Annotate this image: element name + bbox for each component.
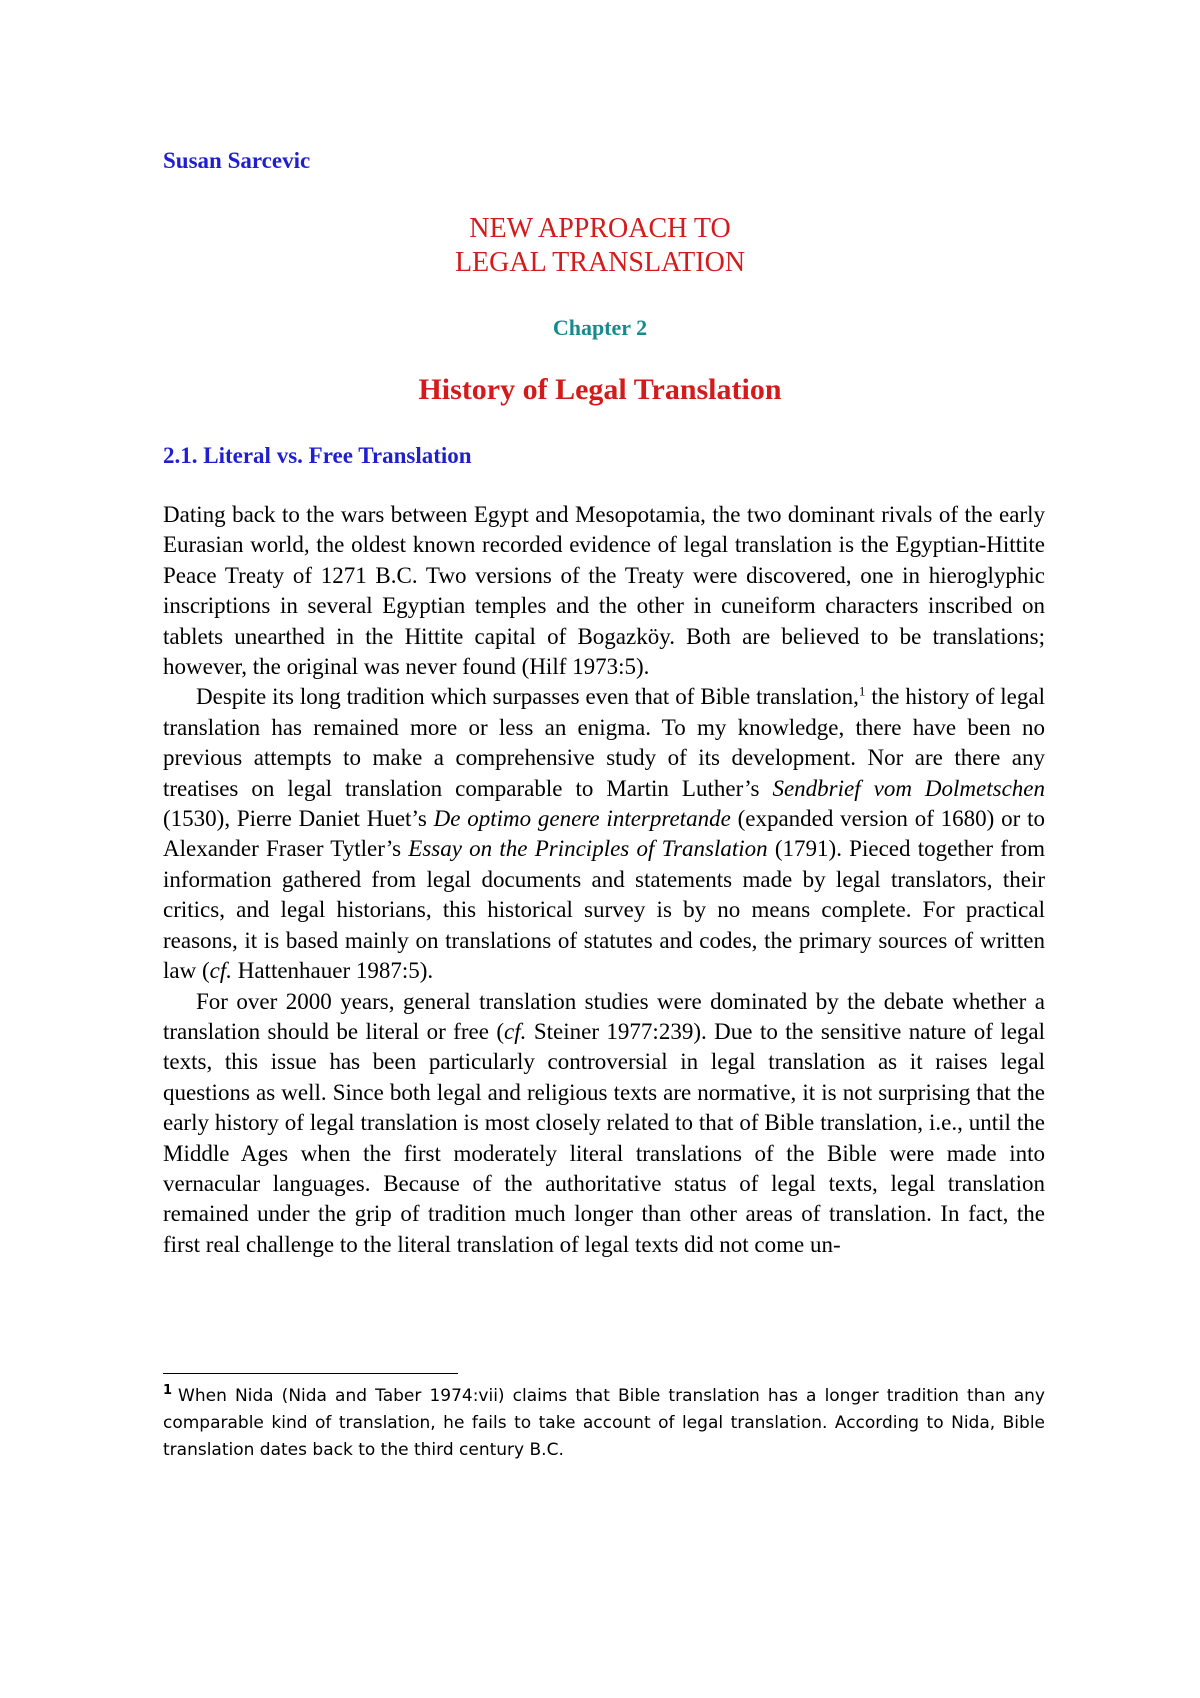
- work-title-essay: Essay on the Principles of Translation: [408, 836, 768, 862]
- book-title-line-1: NEW APPROACH TO: [469, 213, 731, 244]
- chapter-label: Chapter 2: [552, 315, 648, 340]
- paragraph-2-text-b: the history of legal translation has remained more or less an enigma. To my knowledge, there have been no previous attempts to make a comprehensive study of its development. Nor are there any treatises on legal translation comparable to Martin Luther’s: [163, 684, 1045, 801]
- body-text: [163, 500, 1045, 1260]
- cf-abbreviation: cf.: [209, 958, 232, 984]
- paragraph-3-text-a: For over 2000 years, general translation studies were dominated by the debate whether a translation should be literal or free (: [163, 988, 1045, 1044]
- paragraph-2: [163, 682, 1045, 986]
- paragraph-3: [163, 987, 1045, 1261]
- paragraph-2-text-f: Hattenhauer 1987:5).: [231, 958, 434, 984]
- paragraph-2-text-e: (1791). Pieced together from information gathered from legal documents and statements made by legal translators, their critics, and legal historians, this historical survey is by no means complete. For practical reasons, it is based mainly on translations of statutes and codes, the primary sources of written law (: [163, 836, 1045, 984]
- paragraph-2-text-d: (expanded version of 1680) or to Alexander Fraser Tytler’s: [163, 806, 1045, 862]
- work-title-sendbrief: Sendbrief vom Dolmetschen: [772, 775, 1046, 801]
- book-title: [0, 212, 1200, 280]
- footnote-reference[interactable]: 1: [858, 683, 866, 699]
- footnote-number: 1: [163, 1383, 173, 1399]
- paragraph-1: Dating back to the wars between Egypt and Mesopotamia, the two dominant rivals of the early Eurasian world, the oldest known recorded evidence of legal translation is the Egyptian-Hittite Peace Treaty of 1271 B.C. Two versions of the Treaty were discovered, one in hieroglyphic inscriptions in several Egyptian temples and the other in cuneiform characters inscribed on tablets unearthed in the Hittite capital of Bogazköy. Both are believed to be translations; however, the original was never found (Hilf 1973:5).: [163, 502, 1045, 680]
- book-title-line-2: LEGAL TRANSLATION: [454, 247, 746, 278]
- chapter-title: History of Legal Translation: [418, 373, 782, 406]
- footnote-text: When Nida (Nida and Taber 1974:vii) claims that Bible translation has a longer tradition than any comparable kind of translation, he fails to take account of legal translation. According to Nida, Bible translation dates back to the third century B.C.: [163, 1386, 1045, 1460]
- paragraph-2-text-c: (1530), Pierre Daniet Huet’s: [163, 806, 434, 832]
- work-title-de-optimo: De optimo genere interpretande: [433, 806, 731, 832]
- footnote-divider: [163, 1373, 458, 1374]
- paragraph-2-text-a: Despite its long tradition which surpasses even that of Bible translation,: [196, 684, 859, 710]
- section-heading: 2.1. Literal vs. Free Translation: [163, 443, 472, 468]
- footnote: [163, 1383, 1045, 1464]
- author-name: Susan Sarcevic: [163, 148, 311, 173]
- paragraph-3-text-b: Steiner 1977:239). Due to the sensitive nature of legal texts, this issue has been particularly controversial in legal translation as it raises legal questions as well. Since both legal and religious texts are normative, it is not surprising that the early history of legal translation is most closely related to that of Bible translation, i.e., until the Middle Ages when the first moderately literal translations of the Bible were made into vernacular languages. Because of the authoritative status of legal texts, legal translation remained under the grip of tradition much longer than other areas of translation. In fact, the first real challenge to the literal translation of legal texts did not come un-: [163, 1018, 1045, 1257]
- cf-abbreviation: cf.: [504, 1018, 527, 1044]
